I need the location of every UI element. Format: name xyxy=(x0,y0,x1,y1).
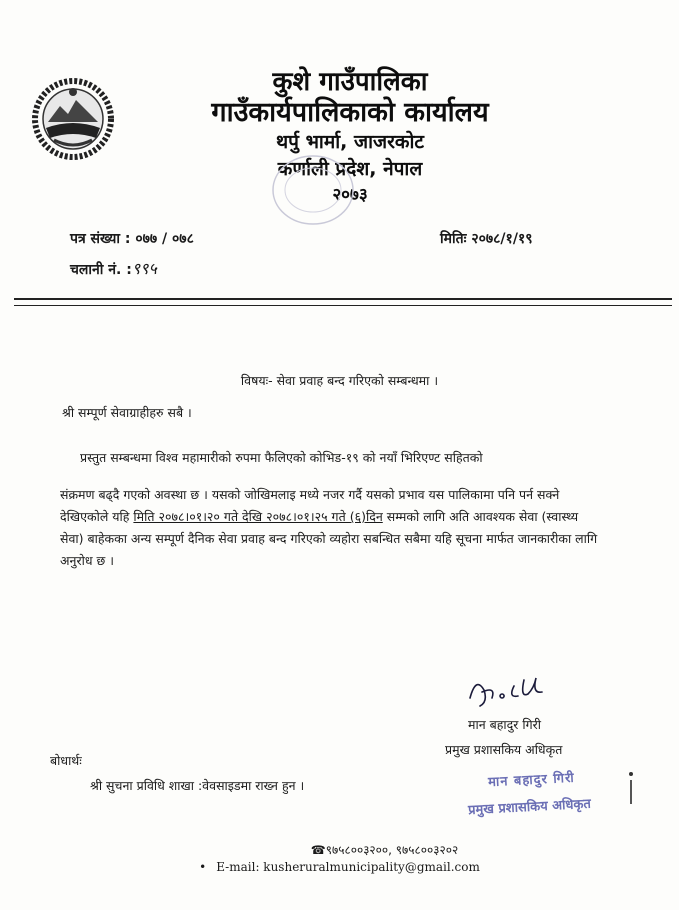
official-seal-title: प्रमुख प्रशासकिय अधिकृत xyxy=(467,796,592,819)
email-text: E-mail: kusheruralmunicipality@gmail.com xyxy=(216,860,480,874)
office-province: कर्णाली प्रदेश, नेपाल xyxy=(277,158,423,180)
date-value: २०७८/१/१९ xyxy=(471,231,533,247)
letter-subject: विषयः- सेवा प्रवाह बन्द गरिएको सम्बन्धमा । xyxy=(240,373,439,388)
body-text-part-b: सम्मको लागि अति आवश्यक सेवा (स्वास्थ्य सेवा) बाहेकका अन्य सम्पूर्ण दैनिक सेवा प्रवाह बन्द गरिएको व्यहोरा सबन्धित सबैमा यहि सूचना मार्फत जानकारीका लागि अनुरोध छ । xyxy=(60,509,598,568)
official-seal-name: मान बहादुर गिरी xyxy=(487,770,576,791)
municipality-name: कुशे गाउँपालिका xyxy=(272,67,428,97)
header-divider-top xyxy=(14,298,672,300)
cc-label: बोधार्थः xyxy=(50,753,82,768)
handwritten-signature-icon xyxy=(462,668,582,710)
nepal-emblem-icon xyxy=(32,78,114,160)
dispatch-label: चलानी नं. : xyxy=(70,262,132,278)
dispatch-value: ९९५ xyxy=(131,259,157,278)
letter-date xyxy=(440,229,533,248)
body-paragraph-1: प्रस्तुत सम्बन्धमा विश्व महामारीको रुपमा फैलिएको कोभिड-१९ को नयाँ भिरिएण्ट सहितको xyxy=(80,450,483,465)
body-text-part-a: संक्रमण बढ्दै गएको अवस्था छ । यसको जोखिमलाइ मध्ये नजर गर्दै यसको प्रभाव यस पालिकामा पनि पर्न सक्ने देखिएकोले यहि xyxy=(60,487,560,524)
footer-phone xyxy=(45,841,679,858)
header-divider-bottom xyxy=(14,305,672,306)
phone-icon: ☎ xyxy=(310,843,326,857)
closure-period: मिति २०७८।०१।२० गते देखि २०७८।०१।२५ गते (६)दिन xyxy=(133,509,383,524)
bullet-icon: • xyxy=(199,860,207,874)
phone-numbers: ९७५८००३२००, ९७५८००३२०२ xyxy=(325,843,459,857)
edge-mark-icon xyxy=(628,770,634,810)
letter-addressee: श्री सम्पूर्ण सेवाग्राहीहरु सबै । xyxy=(62,405,192,420)
office-name: गाउँकार्यपालिकाको कार्यालय xyxy=(211,97,489,128)
date-label: मितिः xyxy=(440,231,472,247)
signatory-title: प्रमुख प्रशासकिय अधिकृत xyxy=(445,742,563,757)
dispatch-number xyxy=(70,257,157,279)
establishment-year: २०७३ xyxy=(332,185,368,205)
reference-number xyxy=(70,229,194,248)
reference-label: पत्र संख्या : xyxy=(70,231,136,247)
reference-value: ०७७ / ०७८ xyxy=(135,231,194,247)
faint-stamp-icon xyxy=(268,150,358,230)
footer-email xyxy=(0,860,679,874)
signatory-name: मान बहादुर गिरी xyxy=(468,717,541,732)
cc-item: श्री सुचना प्रविधि शाखा :वेवसाइडमा राख्न हुन । xyxy=(90,778,305,793)
office-address: थर्पु भार्मा, जाजरकोट xyxy=(276,131,424,153)
body-paragraph-2 xyxy=(60,484,605,572)
